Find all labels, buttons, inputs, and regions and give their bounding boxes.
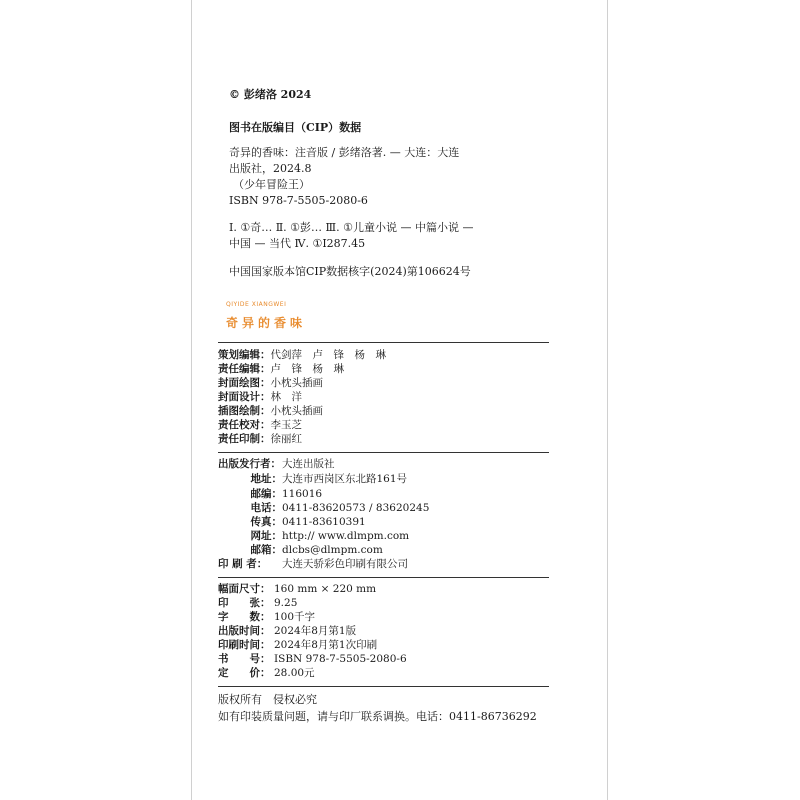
cip-line: （少年冒险王） [233,178,310,191]
cip-line: 奇异的香味：注音版 / 彭绪洛著. — 大连：大连 [229,146,460,159]
cip-record-number: 中国国家版本馆CIP数据核字(2024)第106624号 [229,265,471,278]
publisher-row: 印 刷 者： 大连天骄彩色印刷有限公司 [218,558,408,570]
publisher-row: 邮箱：dlcbs@dlmpm.com [250,544,383,556]
title-pinyin: QIYIDE XIANGWEI [226,301,287,308]
cip-line: 出版社，2024.8 [229,162,312,175]
spec-row: 字 数： 100千字 [218,611,316,623]
rights-notice: 版权所有 侵权必究 [218,693,317,706]
quality-notice: 如有印装质量问题，请与印厂联系调换。电话：0411-86736292 [218,710,537,723]
spec-row: 书 号： ISBN 978-7-5505-2080-6 [218,653,407,665]
cip-heading: 图书在版编目（CIP）数据 [229,121,362,134]
staff-row: 策划编辑：代剑萍 卢 锋 杨 琳 [218,349,386,361]
staff-row: 封面设计：林 洋 [218,391,302,403]
spec-row: 印 张： 9.25 [218,597,298,609]
publisher-row: 网址：http:// www.dlmpm.com [250,530,410,542]
publisher-row: 邮编：116016 [250,488,323,500]
spec-row: 幅面尺寸： 160 mm × 220 mm [218,583,377,595]
book-title: 奇异的香味 [226,316,307,330]
cip-classification: 中国 — 当代 Ⅳ. ①I287.45 [229,237,366,250]
divider [218,452,549,453]
staff-row: 封面绘图：小枕头插画 [218,377,323,389]
staff-row: 责任印制：徐丽红 [218,433,302,445]
staff-row: 插图绘制：小枕头插画 [218,405,323,417]
copyright-line: © 彭绪洛 2024 [229,88,312,101]
publisher-row: 传真：0411-83610391 [250,516,366,528]
cip-classification: Ⅰ. ①奇… Ⅱ. ①彭… Ⅲ. ①儿童小说 — 中篇小说 — [229,221,474,234]
spec-row: 出版时间： 2024年8月第1版 [218,625,357,637]
staff-row: 责任编辑：卢 锋 杨 琳 [218,363,344,375]
divider [218,686,549,687]
divider [218,342,549,343]
publisher-row: 地址：大连市西岗区东北路161号 [250,473,408,485]
spec-row: 印刷时间： 2024年8月第1次印刷 [218,639,378,651]
divider [218,577,549,578]
staff-row: 责任校对：李玉芝 [218,419,302,431]
publisher-row: 电话：0411-83620573 / 83620245 [250,502,430,514]
cip-line: ISBN 978-7-5505-2080-6 [229,194,368,207]
spec-row: 定 价： 28.00元 [218,667,315,679]
publisher-row: 出版发行者：大连出版社 [218,458,335,470]
